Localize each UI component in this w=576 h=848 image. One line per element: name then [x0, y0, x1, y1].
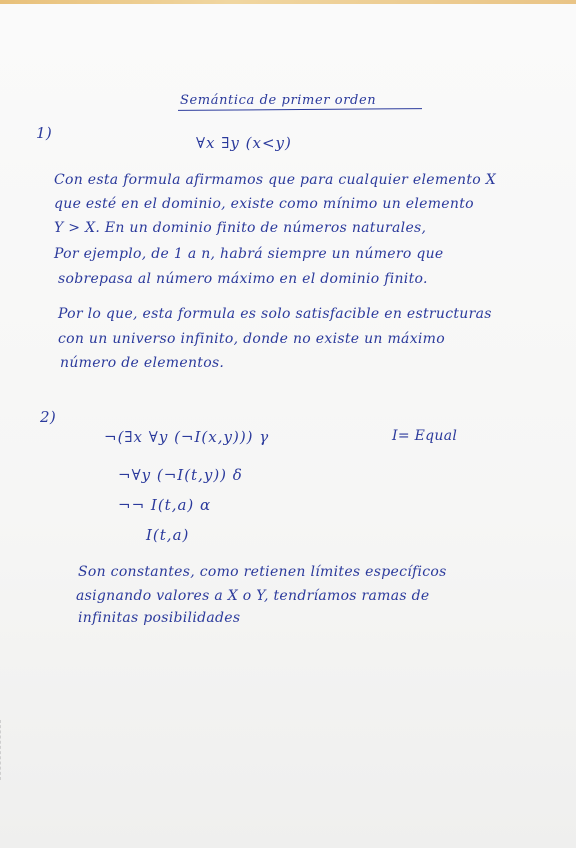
paper-edge-mark [0, 720, 7, 780]
section-1-line: número de elementos. [60, 355, 225, 371]
section-1-line: Por lo que, esta formula es solo satisfacible en estructuras [58, 306, 492, 322]
page-title: Semántica de primer orden [180, 93, 377, 108]
derivation-step: ¬¬ I(t,a) α [118, 496, 212, 514]
derivation-step: ¬∀y (¬I(t,y)) δ [118, 466, 243, 484]
section-1-line: que esté en el dominio, existe como mínimo un elemento [54, 196, 474, 212]
derivation-step: ¬(∃x ∀y (¬I(x,y))) γ [104, 428, 270, 446]
section-1-formula: ∀x ∃y (x<y) [196, 134, 292, 152]
section-2-line: asignando valores a X o Y, tendríamos ramas de [76, 588, 430, 604]
section-2-number: 2) [40, 408, 56, 426]
section-1-line: sobrepasa al número máximo en el dominio finito. [58, 271, 428, 287]
section-1-line: con un universo infinito, donde no existe un máximo [58, 331, 445, 347]
section-1-number: 1) [36, 124, 52, 142]
section-1-line: Con esta formula afirmamos que para cualquier elemento X [54, 172, 497, 188]
section-1-line: Por ejemplo, de 1 a n, habrá siempre un número que [54, 246, 444, 262]
symbol-note: I= Equal [392, 428, 458, 444]
section-1-line: Y > X. En un dominio finito de números naturales, [54, 220, 427, 236]
section-2-line: Son constantes, como retienen límites específicos [78, 564, 447, 580]
paper-top-edge [0, 0, 576, 4]
derivation-step: I(t,a) [146, 526, 190, 544]
section-2-line: infinitas posibilidades [78, 610, 241, 626]
